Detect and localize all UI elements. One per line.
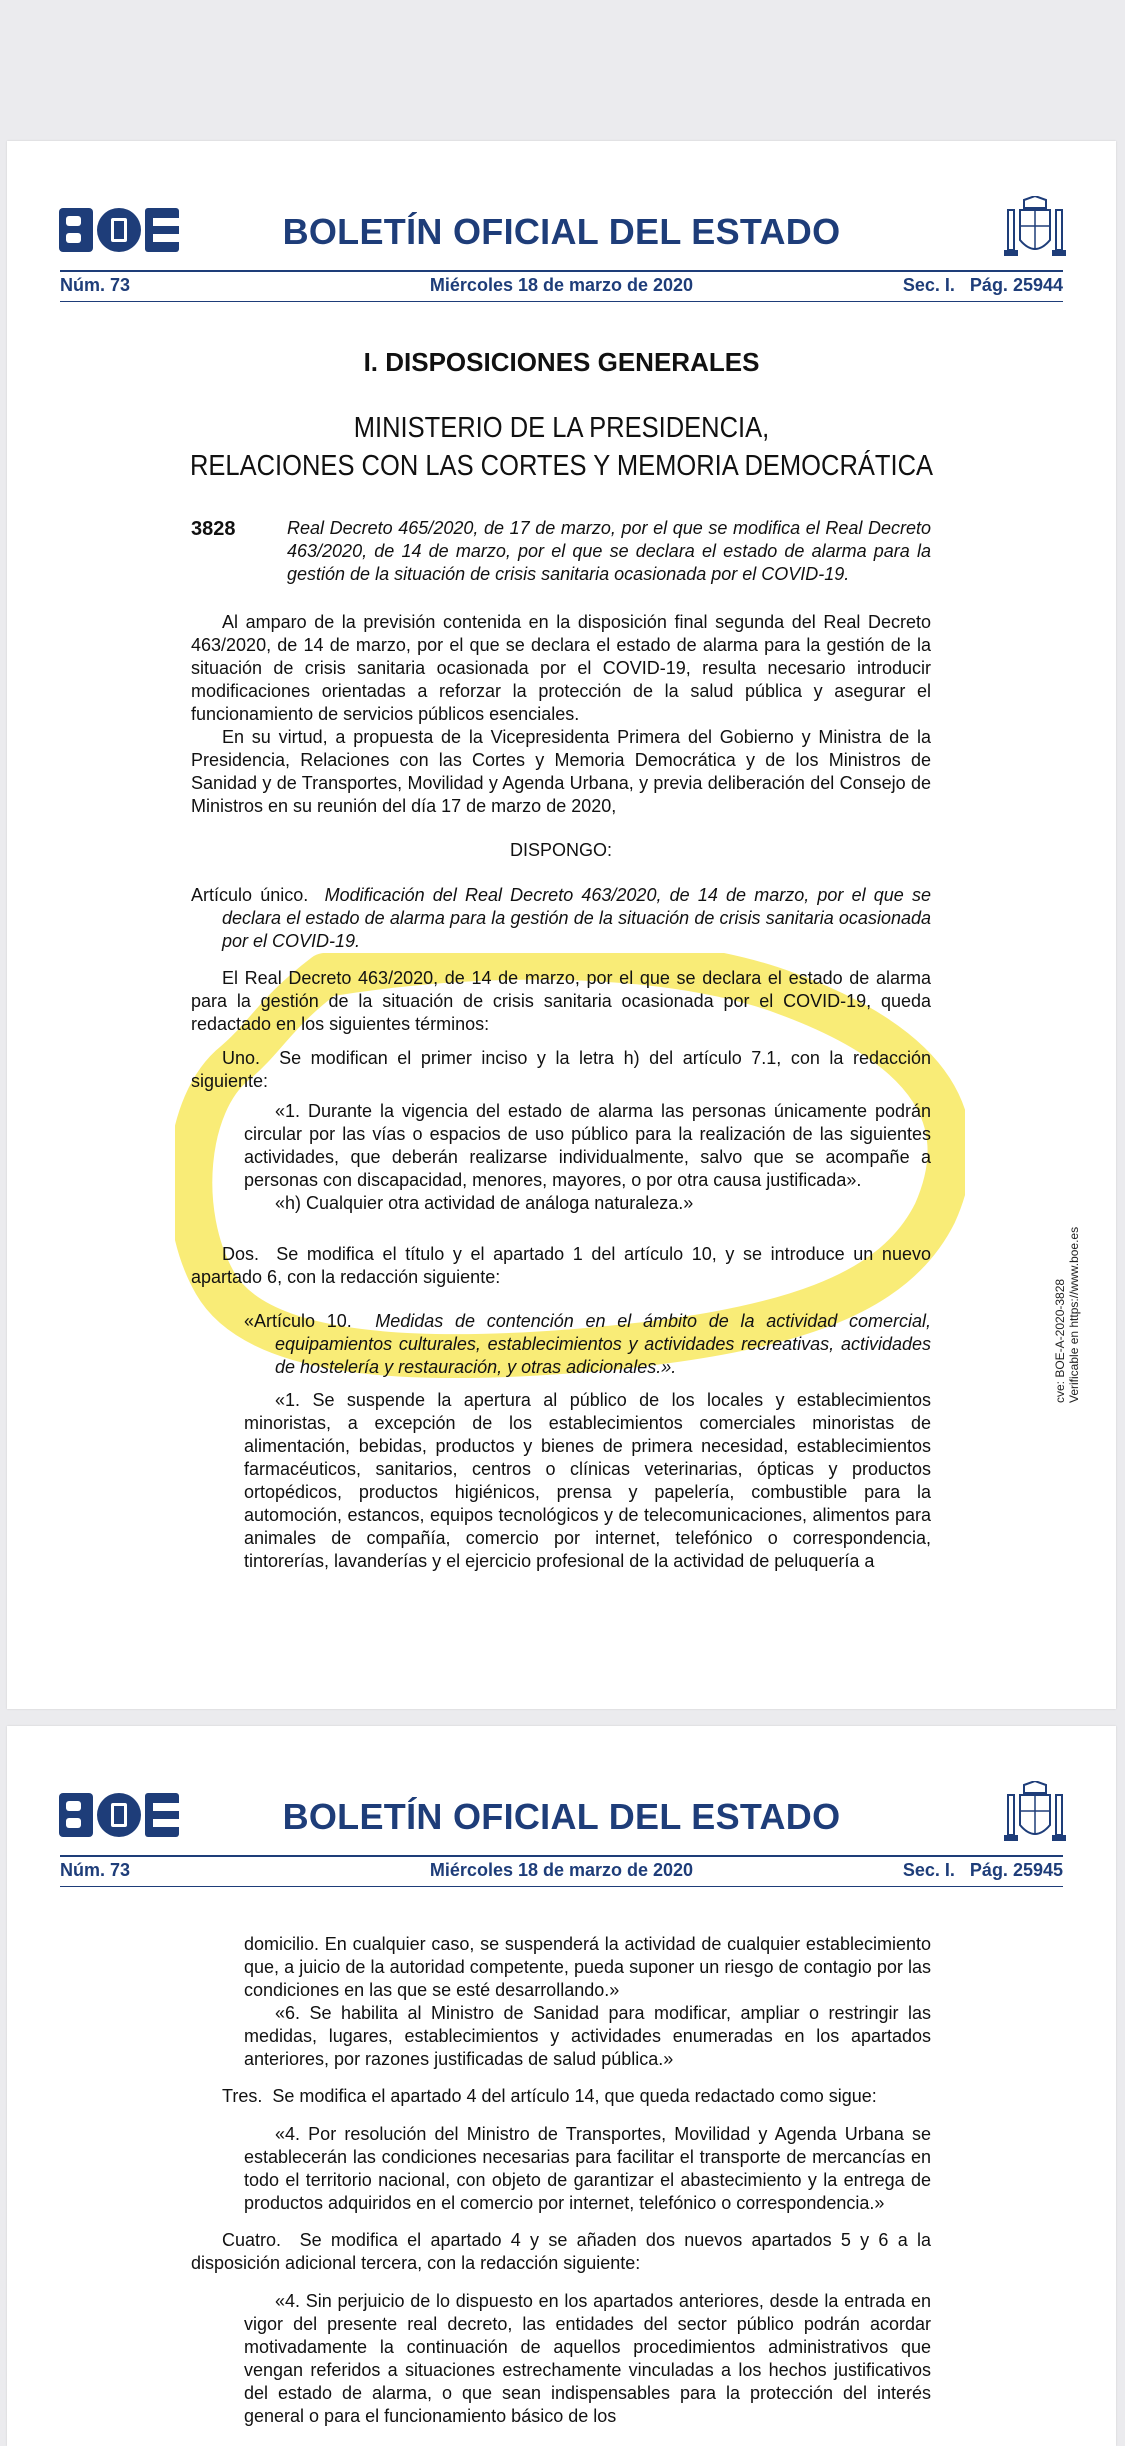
header-rule-bottom (60, 301, 1063, 302)
amend-dos (191, 1243, 931, 1289)
page-header (7, 141, 1116, 311)
dos-text: Se modifica el título y el apartado 1 del artículo 10, y se introduce un nuevo apartado 6, con la redacción siguiente: (191, 1244, 931, 1287)
dispongo: DISPONGO: (509, 840, 612, 860)
section-page: Sec. I. Pág. 25945 (902, 1860, 1063, 1880)
articulo-unico (191, 884, 931, 953)
section-heading: I. DISPOSICIONES GENERALES (363, 347, 760, 377)
tres-quote: «4. Por resolución del Ministro de Transportes, Movilidad y Agenda Urbana se establecerán las condiciones necesarias para facilitar el transporte de mercancías en todo el territorio nacional, con objeto de garantizar el abastecimiento y la entrega de productos adquiridos en el comercio por internet, telefónico o correspondencia.» (244, 2124, 931, 2213)
ministry-heading (74, 409, 1050, 485)
verification-note (1053, 1213, 1081, 1403)
paragraph-2: En su virtud, a propuesta de la Vicepresidenta Primera del Gobierno y Ministra de la Presidencia, Relaciones con las Cortes y Memoria Democrática y de los Ministros de Sanidad y de Transportes, Movilidad y Agenda Urbana, y previa deliberación del Consejo de Ministros en su reunión del día 17 de marzo de 2020, (191, 727, 931, 816)
paragraph-3: El Real Decreto 463/2020, de 14 de marzo, por el que se declara el estado de alarma para la gestión de la situación de crisis sanitaria ocasionada por el COVID-19, queda redactado en los siguientes términos: (191, 968, 931, 1034)
uno-label: Uno. (222, 1048, 261, 1068)
cuatro-label: Cuatro. (222, 2230, 282, 2250)
art10-paragraph-1: «1. Se suspende la apertura al público de los locales y establecimientos minoristas, a excepción de los establecimientos comerciales minoristas de alimentación, bebidas, productos y bienes de primera necesidad, establecimientos farmacéuticos, sanitarios, centros o clínicas veterinarias, ópticas y productos ortopédicos, productos higiénicos, prensa y papelería, combustible para la automoción, estancos, equipos tecnológicos y de telecomunicaciones, alimentos para animales de compañía, comercio por internet, telefónico o correspondencia, tintorerías, lavanderías y el ejercicio profesional de la actividad de peluquería a (244, 1390, 931, 1571)
continuation-paragraph: domicilio. En cualquier caso, se suspenderá la actividad de cualquier establecimiento que, a juicio de la autoridad competente, pueda suponer un riesgo de contagio por las condiciones en las que se esté desarrollando.» (244, 1934, 931, 2000)
tres-text: Se modifica el apartado 4 del artículo 14, que queda redactado como sigue: (272, 2086, 877, 2106)
tres-label: Tres. (222, 2086, 263, 2106)
art10-label: «Artículo 10. (244, 1311, 352, 1331)
articulo-title: Modificación del Real Decreto 463/2020, de 14 de marzo, por el que se declara el estado de alarma para la gestión de la situación de crisis sanitaria ocasionada por el COVID-19. (222, 885, 931, 951)
preamble (191, 611, 931, 818)
issue-number: Núm. 73 (60, 275, 131, 295)
paragraph-1: Al amparo de la previsión contenida en la disposición final segunda del Real Decreto 463/2020, de 14 de marzo, por el que se declara el estado de alarma para la gestión de la situación de crisis sanitaria ocasionada por el COVID-19, resulta necesario introducir modificaciones orientadas a reforzar la protección de la salud pública y asegurar el funcionamiento de servicios públicos esenciales. (191, 612, 931, 724)
page2-body (191, 1933, 931, 2428)
decree-number: 3828 (191, 518, 236, 540)
issue-date: Miércoles 18 de marzo de 2020 (429, 1860, 694, 1880)
cve-code: cve: BOE-A-2020-3828 (1053, 1278, 1067, 1403)
coat-of-arms-icon (1004, 196, 1066, 264)
header-rule-top (60, 1855, 1063, 1857)
ministry-line-2: RELACIONES CON LAS CORTES Y MEMORIA DEMOCRÁTICA (189, 450, 934, 482)
boe-title: BOLETÍN OFICIAL DEL ESTADO (282, 1796, 841, 1837)
boe-page-25945 (7, 1726, 1116, 2446)
amend-intro (191, 967, 931, 1036)
boe-title: BOLETÍN OFICIAL DEL ESTADO (282, 211, 841, 252)
page-header (7, 1726, 1116, 1896)
issue-date: Miércoles 18 de marzo de 2020 (429, 275, 694, 295)
cuatro-quote: «4. Sin perjuicio de lo dispuesto en los apartados anteriores, desde la entrada en vigor del presente real decreto, las entidades del sector público podrán acordar motivadamente la continuación de aquellos procedimientos administrativos que vengan referidos a situaciones estrechamente vinculadas a los hechos justificativos del estado de alarma, o que sean indispensables para la protección del interés general o para el funcionamiento básico de los (244, 2291, 931, 2426)
uno-text: Se modifican el primer inciso y la letra h) del artículo 7.1, con la redacción siguiente: (191, 1048, 931, 1091)
uno-quote-1: «1. Durante la vigencia del estado de alarma las personas únicamente podrán circular por las vías o espacios de uso público para la realización de las siguientes actividades, que deberán realizarse individualmente, salvo que se acompañe a personas con discapacidad, menores, mayores, o por otra causa justificada». (244, 1101, 931, 1190)
art10-title: Medidas de contención en el ámbito de la actividad comercial, equipamientos culturales, establecimientos y actividades recreativas, actividades de hostelería y restauración, y otras adicionales.». (275, 1311, 931, 1377)
header-rule-bottom (60, 1886, 1063, 1887)
coat-of-arms-icon (1004, 1781, 1066, 1849)
ministry-line-1: MINISTERIO DE LA PRESIDENCIA, (353, 412, 770, 444)
decree-title: Real Decreto 465/2020, de 17 de marzo, por el que se modifica el Real Decreto 463/2020, de 14 de marzo, por el que se declara el estado de alarma para la gestión de la situación de crisis sanitaria ocasionada por el COVID-19. (287, 518, 931, 584)
articulo-10 (191, 1310, 931, 1573)
articulo-label: Artículo único. (191, 885, 309, 905)
verify-url: Verificable en https://www.boe.es (1067, 1226, 1081, 1403)
section-page: Sec. I. Pág. 25944 (902, 275, 1063, 295)
header-rule-top (60, 270, 1063, 272)
cuatro-text: Se modifica el apartado 4 y se añaden dos nuevos apartados 5 y 6 a la disposición adicional tercera, con la redacción siguiente: (191, 2230, 931, 2273)
uno-quote-2: «h) Cualquier otra actividad de análoga naturaleza.» (275, 1193, 694, 1213)
dos-label: Dos. (222, 1244, 260, 1264)
boe-page-25944 (7, 141, 1116, 1709)
apartado-6: «6. Se habilita al Ministro de Sanidad para modificar, ampliar o restringir las medidas, lugares, establecimientos y actividades enumeradas en los apartados anteriores, por razones justificadas de salud pública.» (244, 2003, 931, 2069)
issue-number: Núm. 73 (60, 1860, 131, 1880)
amend-uno (191, 1047, 931, 1215)
